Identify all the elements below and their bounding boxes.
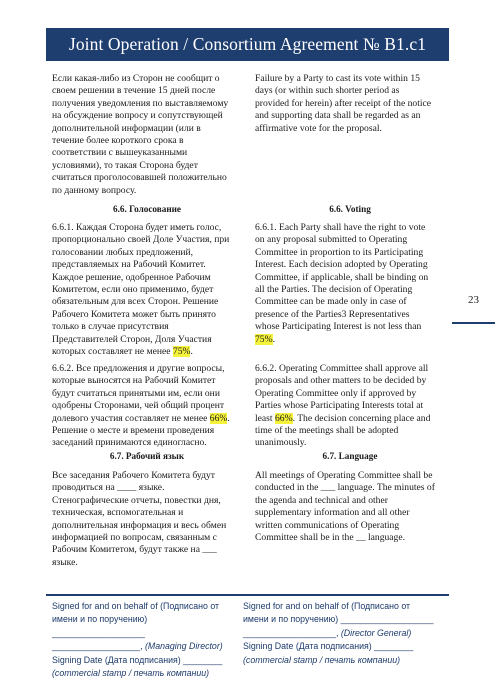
signature-block-left [52, 600, 242, 680]
language-text-en: All meetings of Operating Committee shall be conducted in the ___ language. The minutes of the agenda and technical and other supplementary information and all other written communications of Operating Committee shall be in the __ language. [255, 470, 435, 544]
footer-divider [46, 594, 449, 596]
clause-6-6-1-ru-body: 6.6.1. Каждая Сторона будет иметь голос, пропорционально своей Доле Участия, при голосовании любых предложений, представляемых на Рабочий Комитет. Каждое решение, одобренное Рабочим Комитетом, если оно применимо, будет обязательным для всех Сторон. Решение Рабочего Комитета может быть принято только в случае присутствия Представителей Сторон, Доля Участия которых составляет не менее [52, 222, 230, 358]
language-heading-en: 6.7. Language [322, 451, 378, 461]
intro-text-ru: Если какая-либо из Сторон не сообщит о своем решении в течение 15 дней после получения уведомления по выставляемому на обсуждение вопросу и сопутствующей дополнительной информации (или в течение более короткого срока в соответствии с вышеуказанными условиями), то такая Сторона будет считаться проголосовавшей положительно по данному вопросу. [52, 73, 229, 196]
clause-6-6-1-en [255, 222, 445, 346]
intro-text-en: Failure by a Party to cast its vote within 15 days (or within such shorter period as provided for herein) after receipt of the notice and supporting data shall be regarded as an affirmative vote for the proposal. [255, 73, 432, 134]
signature-left-line2: имени и по поручению) ___________________ [52, 614, 148, 638]
language-paragraph-ru [52, 470, 242, 569]
clause-6-6-1-ru [52, 222, 242, 358]
signature-right-date: Signing Date (Дата подписания) ________ [243, 641, 414, 652]
signature-left-line1: Signed for and on behalf of (Подписано от [52, 601, 220, 611]
approval-percent-ru: 66% [209, 412, 228, 424]
signature-left-stamp: (commercial stamp / печать компании) [52, 668, 210, 679]
clause-6-6-2-en-body: 6.6.2. Operating Committee shall approve all proposals and other matters to be decided by Operating Committee only if approved by Parties whose Participating Interests total at least [255, 363, 429, 424]
signature-right-role: (Director General) [340, 627, 412, 638]
clause-6-6-2-ru-body: 6.6.2. Все предложения и другие вопросы, которые выносятся на Рабочий Комитет будут считаться принятыми им, если они одобрены Сторонами, чей общий процент долевого участия составляет не менее [52, 363, 225, 424]
clause-6-6-2-en [255, 363, 445, 450]
document-header [46, 28, 449, 61]
voting-heading-en: 6.6. Voting [329, 204, 371, 214]
clause-6-6-2-ru-end: . Решение о месте и времени проведения заседаний принимаются единогласно. [52, 412, 230, 449]
quorum-percent-ru: 75% [172, 346, 191, 358]
signature-right-line2: имени и по поручению) ___________________ [243, 614, 434, 625]
signature-right-line3 [243, 627, 443, 640]
intro-paragraph-ru [52, 73, 242, 197]
signature-right-blank: ___________________, [243, 627, 341, 638]
clause-6-6-2-ru [52, 363, 242, 450]
language-text-ru: Все заседания Рабочего Комитета будут проводиться на ____ языке. Стенографические отчеты, повестки дня, техническая, вспомогательная и дополнительная информация и весь обмен информацией по вопросам, связанным с Рабочим Комитетом, будут также на ___ языке. [52, 470, 227, 568]
clause-6-6-1-en-end: . [272, 333, 275, 345]
signature-right-line1: Signed for and on behalf of (Подписано от [243, 601, 411, 611]
signature-left-blank: __________________, [52, 641, 145, 652]
signature-left-line3 [52, 640, 242, 653]
signature-right-stamp: (commercial stamp / печать компании) [243, 654, 401, 665]
page-number: 23 [452, 292, 495, 324]
language-heading-ru: 6.7. Рабочий язык [109, 451, 185, 461]
document-title: Joint Operation / Consortium Agreement № B1.c1 [68, 34, 427, 54]
clause-6-6-2-ru-text [52, 363, 242, 450]
language-paragraph-en [255, 470, 445, 544]
signature-left-role: (Managing Director) [144, 641, 223, 652]
clause-6-6-1-en-body: 6.6.1. Each Party shall have the right to vote on any proposal submitted to Operating Committee in proportion to its Participating Interest. Each decision adopted by Operating Committee, if applicable, shall be binding on all the Parties. The decision of Operating Committee can be made only in case of presence of the Parties3 Representatives whose Participating Interest is not less than [255, 222, 429, 333]
clause-6-6-1-en-text [255, 222, 445, 346]
quorum-percent-en: 75% [255, 333, 273, 345]
clause-6-6-1-ru-text [52, 222, 242, 358]
clause-6-6-2-en-text [255, 363, 445, 450]
voting-heading-ru: 6.6. Голосование [113, 204, 181, 214]
signature-left-date: Signing Date (Дата подписания) ________ [52, 654, 223, 665]
signature-block-right [243, 600, 443, 667]
clause-6-6-2-en-end: . The decision concerning place and time of the meetings shall be adopted unanimously. [255, 412, 431, 449]
clause-6-6-1-ru-end: . [190, 346, 193, 358]
approval-percent-en: 66% [274, 412, 293, 424]
intro-paragraph-en [255, 73, 445, 135]
